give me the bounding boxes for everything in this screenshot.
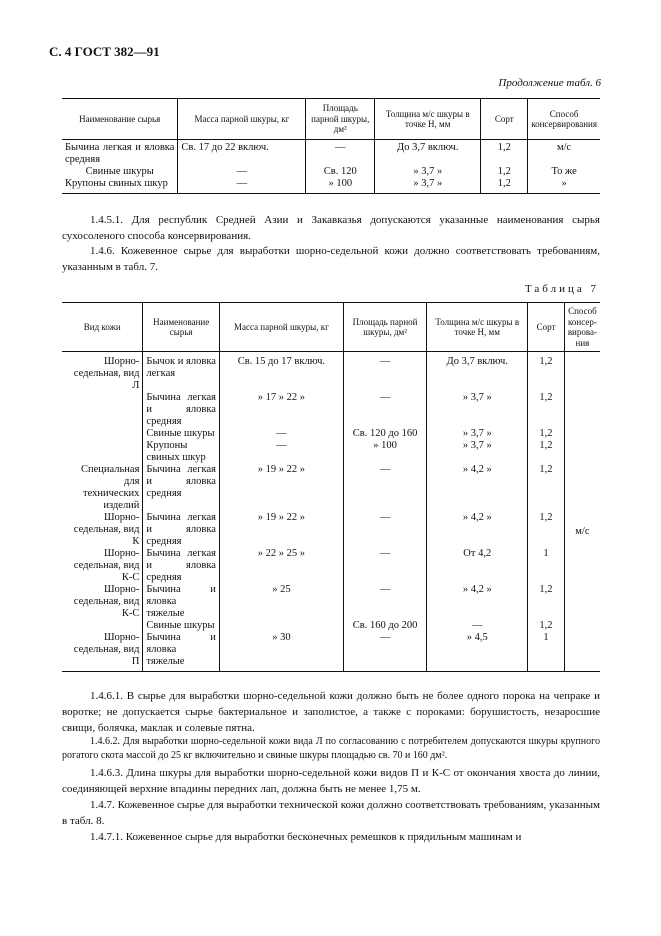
paragraph-1-4-7: 1.4.7. Кожевенное сырье для выработки технической кожи должно соответствовать требованиям, указанным в табл. 8. [62, 799, 600, 827]
cell: Крупоны свиных шкур [143, 440, 220, 464]
cell: » 4,2 » [427, 464, 528, 512]
cell [62, 428, 143, 440]
cell [62, 440, 143, 464]
cell: Шорно-седельная, вид К-С [73, 548, 140, 583]
cell: — [343, 464, 427, 512]
cell: — [427, 620, 528, 632]
cell: » 3,7 » [375, 166, 481, 178]
col-header: Площадь парной шкуры, дм² [306, 99, 375, 140]
cell: — [343, 632, 427, 672]
cell: — [343, 548, 427, 584]
cell: Св. 17 до 22 включ. [178, 140, 306, 167]
cell: 1,2 [528, 428, 565, 440]
cell: 1,2 [528, 440, 565, 464]
cell: Свиные шкуры [143, 428, 220, 440]
page-header: С. 4 ГОСТ 382—91 [49, 44, 160, 59]
cell: 1,2 [481, 166, 528, 178]
cell: Шорно-седельная, вид П [73, 632, 140, 667]
cell: 1,2 [481, 178, 528, 194]
cell: 1,2 [528, 392, 565, 428]
cell: До 3,7 включ. [375, 140, 481, 167]
cell: Св. 120 до 160 [343, 428, 427, 440]
col-header: Толщина м/с шкуры в точке Н, мм [427, 303, 528, 352]
cell: Свиные шкуры [143, 620, 220, 632]
cell: — [306, 140, 375, 167]
cell: Бычина легкая и яловка средняя [65, 142, 175, 165]
col-header: Масса парной шкуры, кг [178, 99, 306, 140]
table-row [62, 352, 600, 393]
cell: Специальная для технических изделий [81, 464, 140, 511]
table-row [62, 512, 600, 548]
cell: Шорно-седельная, вид К-С [73, 584, 140, 619]
table-7-caption: Таблица 7 [524, 283, 599, 295]
cell: » [528, 178, 600, 194]
table-row [62, 140, 600, 167]
cell: Шорно-седельная, вид К [73, 512, 140, 547]
cell [219, 620, 343, 632]
cell: — [219, 440, 343, 464]
col-header: Площадь парной шкуры, дм² [343, 303, 427, 352]
cell: — [343, 392, 427, 428]
table-header-row [62, 99, 600, 140]
cell: Крупоны свиных шкур [65, 178, 168, 189]
paragraph-1-4-6-2: 1.4.6.2. Для выработки шорно-седельной кожи вида Л по согласованию с потребителем допускаются шкуры крупного рогатого скота массой до 25 кг включительно и свиные шкуры площадью св. 70 и 160 дм². [62, 736, 600, 761]
cell: » 19 » 22 » [219, 512, 343, 548]
cell: — [343, 512, 427, 548]
paragraph-1-4-5-1: 1.4.5.1. Для республик Средней Азии и Закавказья допускаются указанные наименования сырья сухосоленого способа консервирования. [62, 214, 600, 242]
cell: То же [528, 166, 600, 178]
table-row [62, 166, 600, 178]
table-row [62, 620, 600, 632]
cell: » 25 [219, 584, 343, 620]
col-header: Толщина м/с шкуры в точке Н, мм [375, 99, 481, 140]
paragraph-1-4-6-1: 1.4.6.1. В сырье для выработки шорно-седельной кожи должно быть не более одного порока на чепраке и воротке; не допускается сырье бактериальное и заполистое, а также с пороками: борушистость, незаросшие свищи, болячка, маклак и солевые пятна. [62, 690, 600, 734]
cell: До 3,7 включ. [427, 352, 528, 393]
cell: Бычина и яловка тяжелые [143, 632, 220, 672]
cell: 1,2 [528, 620, 565, 632]
col-header: Сорт [481, 99, 528, 140]
table-row [62, 584, 600, 620]
cell: Шорно-седельная, вид Л [73, 356, 140, 391]
cell: » 30 [219, 632, 343, 672]
cell: 1,2 [528, 584, 565, 620]
col-header: Наименование сырья [62, 99, 178, 140]
paragraph-1-4-7-1: 1.4.7.1. Кожевенное сырье для выработки бесконечных ремешков к прядильным машинам и [90, 831, 522, 843]
col-header: Способ консер-вирова-ния [564, 303, 600, 352]
cell: Бычина легкая и яловка средняя [143, 392, 220, 428]
table-6 [62, 98, 600, 194]
cell: — [343, 584, 427, 620]
cell: — [343, 352, 427, 393]
cell: 1,2 [528, 512, 565, 548]
col-header: Способ консервирования [528, 99, 600, 140]
col-header: Сорт [528, 303, 565, 352]
cell: Св. 120 [306, 166, 375, 178]
table-7 [62, 302, 600, 672]
cell: » 3,7 » [375, 178, 481, 194]
table-continuation-label: Продолжение табл. 6 [498, 77, 601, 89]
cell: » 4,5 [427, 632, 528, 672]
cell: Св. 15 до 17 включ. [219, 352, 343, 393]
col-header: Наименование сырья [143, 303, 220, 352]
cell: — [178, 166, 306, 178]
cell: Бычок и яловка легкая [143, 352, 220, 393]
cell: » 4,2 » [427, 584, 528, 620]
table-row [62, 632, 600, 672]
cell: — [219, 428, 343, 440]
cell: 1,2 [528, 464, 565, 512]
paragraph-1-4-6-3: 1.4.6.3. Длина шкуры для выработки шорно-седельной кожи видов П и К-С от окончания хвоста до линии, соединяющей верхние впадины передних лап, должна быть не менее 1,75 м. [62, 767, 600, 795]
cell: 1 [528, 632, 565, 672]
cell: От 4,2 [427, 548, 528, 584]
cell: » 4,2 » [427, 512, 528, 548]
col-header: Вид кожи [62, 303, 143, 352]
cell [62, 620, 143, 632]
table-row [62, 440, 600, 464]
cell-method: м/с [564, 352, 600, 672]
cell: » 3,7 » [427, 428, 528, 440]
cell: » 3,7 » [427, 440, 528, 464]
cell: Св. 160 до 200 [343, 620, 427, 632]
cell: » 19 » 22 » [219, 464, 343, 512]
cell: Бычина легкая и яловка средняя [143, 512, 220, 548]
cell: 1 [528, 548, 565, 584]
cell: Бычина легкая и яловка средняя [143, 548, 220, 584]
cell: Бычина легкая и яловка средняя [143, 464, 220, 512]
table-header-row [62, 303, 600, 352]
cell: » 100 [343, 440, 427, 464]
cell: » 100 [306, 178, 375, 194]
table-row [62, 464, 600, 512]
cell [62, 392, 143, 428]
table-row [62, 178, 600, 194]
table-row [62, 548, 600, 584]
cell: 1,2 [481, 140, 528, 167]
cell: » 3,7 » [427, 392, 528, 428]
col-header: Масса парной шкуры, кг [219, 303, 343, 352]
table-row [62, 428, 600, 440]
cell: Свиные шкуры [85, 166, 154, 177]
paragraph-1-4-6: 1.4.6. Кожевенное сырье для выработки шорно-седельной кожи должно соответствовать требованиям, указанным в табл. 7. [62, 245, 600, 273]
cell: 1,2 [528, 352, 565, 393]
cell: Бычина и яловка тяжелые [143, 584, 220, 620]
cell: » 17 » 22 » [219, 392, 343, 428]
cell: м/с [528, 140, 600, 167]
cell: — [178, 178, 306, 194]
cell: » 22 » 25 » [219, 548, 343, 584]
table-row [62, 392, 600, 428]
